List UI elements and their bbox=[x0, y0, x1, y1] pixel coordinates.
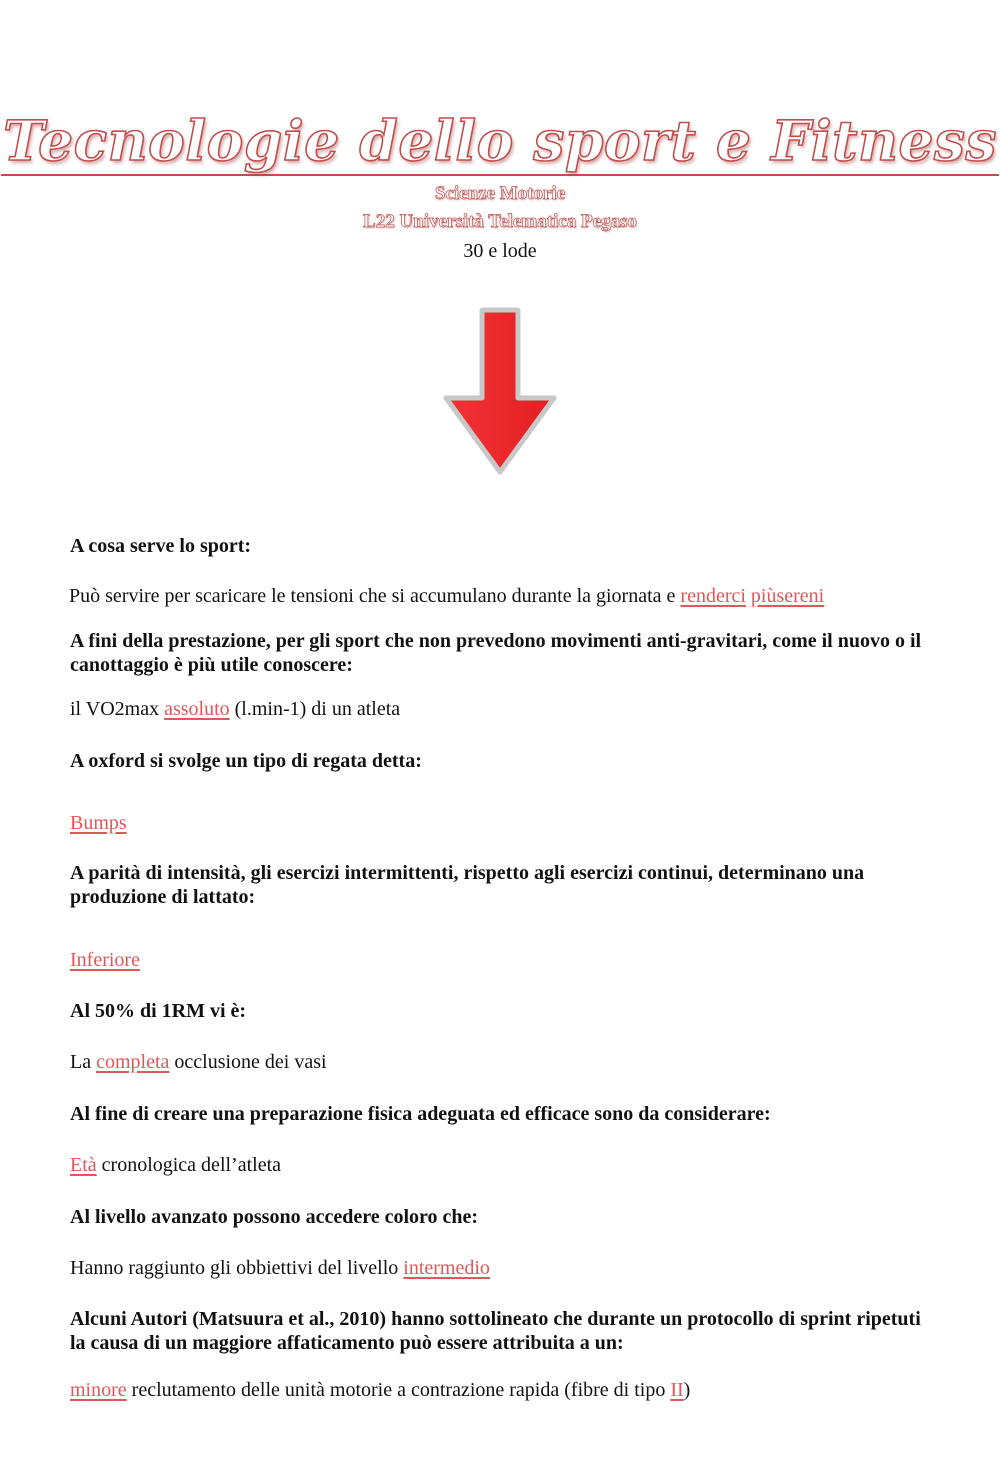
question-1: A cosa serve lo sport: bbox=[70, 535, 252, 557]
answer-7: Hanno raggiunto gli obbiettivi del livello intermedio bbox=[70, 1257, 490, 1279]
question-7: Al livello avanzato possono accedere coloro che: bbox=[70, 1206, 479, 1228]
question-8: Alcuni Autori (Matsuura et al., 2010) hanno sottolineato che durante un protocollo di sprint ripetuti la causa di un maggiore affaticamento può essere attribuita a un: bbox=[70, 1308, 921, 1354]
down-arrow-icon bbox=[440, 306, 560, 478]
answer-2: il VO2max assoluto (l.min-1) di un atleta bbox=[70, 698, 401, 720]
question-6: Al fine di creare una preparazione fisica adeguata ed efficace sono da considerare: bbox=[70, 1103, 771, 1125]
answer-3: Bumps bbox=[70, 812, 127, 834]
answer-1: Può servire per scaricare le tensioni che si accumulano durante la giornata e renderci piùsereni bbox=[69, 585, 825, 607]
question-3: A oxford si svolge un tipo di regata detta: bbox=[70, 750, 422, 772]
grade-label: 30 e lode bbox=[463, 240, 537, 262]
question-5: Al 50% di 1RM vi è: bbox=[70, 1000, 247, 1022]
document-title: Tecnologie dello sport e Fitness bbox=[1, 108, 999, 176]
question-2: A fini della prestazione, per gli sport che non prevedono movimenti anti-gravitari, come il nuovo o il canottaggio è più utile conoscere: bbox=[70, 630, 922, 676]
document-header bbox=[0, 108, 1000, 266]
answer-8: minore reclutamento delle unità motorie a contrazione rapida (fibre di tipo II) bbox=[70, 1379, 691, 1401]
answer-4: Inferiore bbox=[70, 949, 140, 971]
answer-6: Età cronologica dell’atleta bbox=[70, 1154, 282, 1176]
university-name: L22 Università Telematica Pegaso bbox=[363, 211, 637, 232]
course-name: Scienze Motorie bbox=[434, 183, 566, 204]
answer-5: La completa occlusione dei vasi bbox=[70, 1051, 327, 1073]
question-4: A parità di intensità, gli esercizi intermittenti, rispetto agli esercizi continui, determinano una produzione di lattato: bbox=[70, 862, 865, 908]
